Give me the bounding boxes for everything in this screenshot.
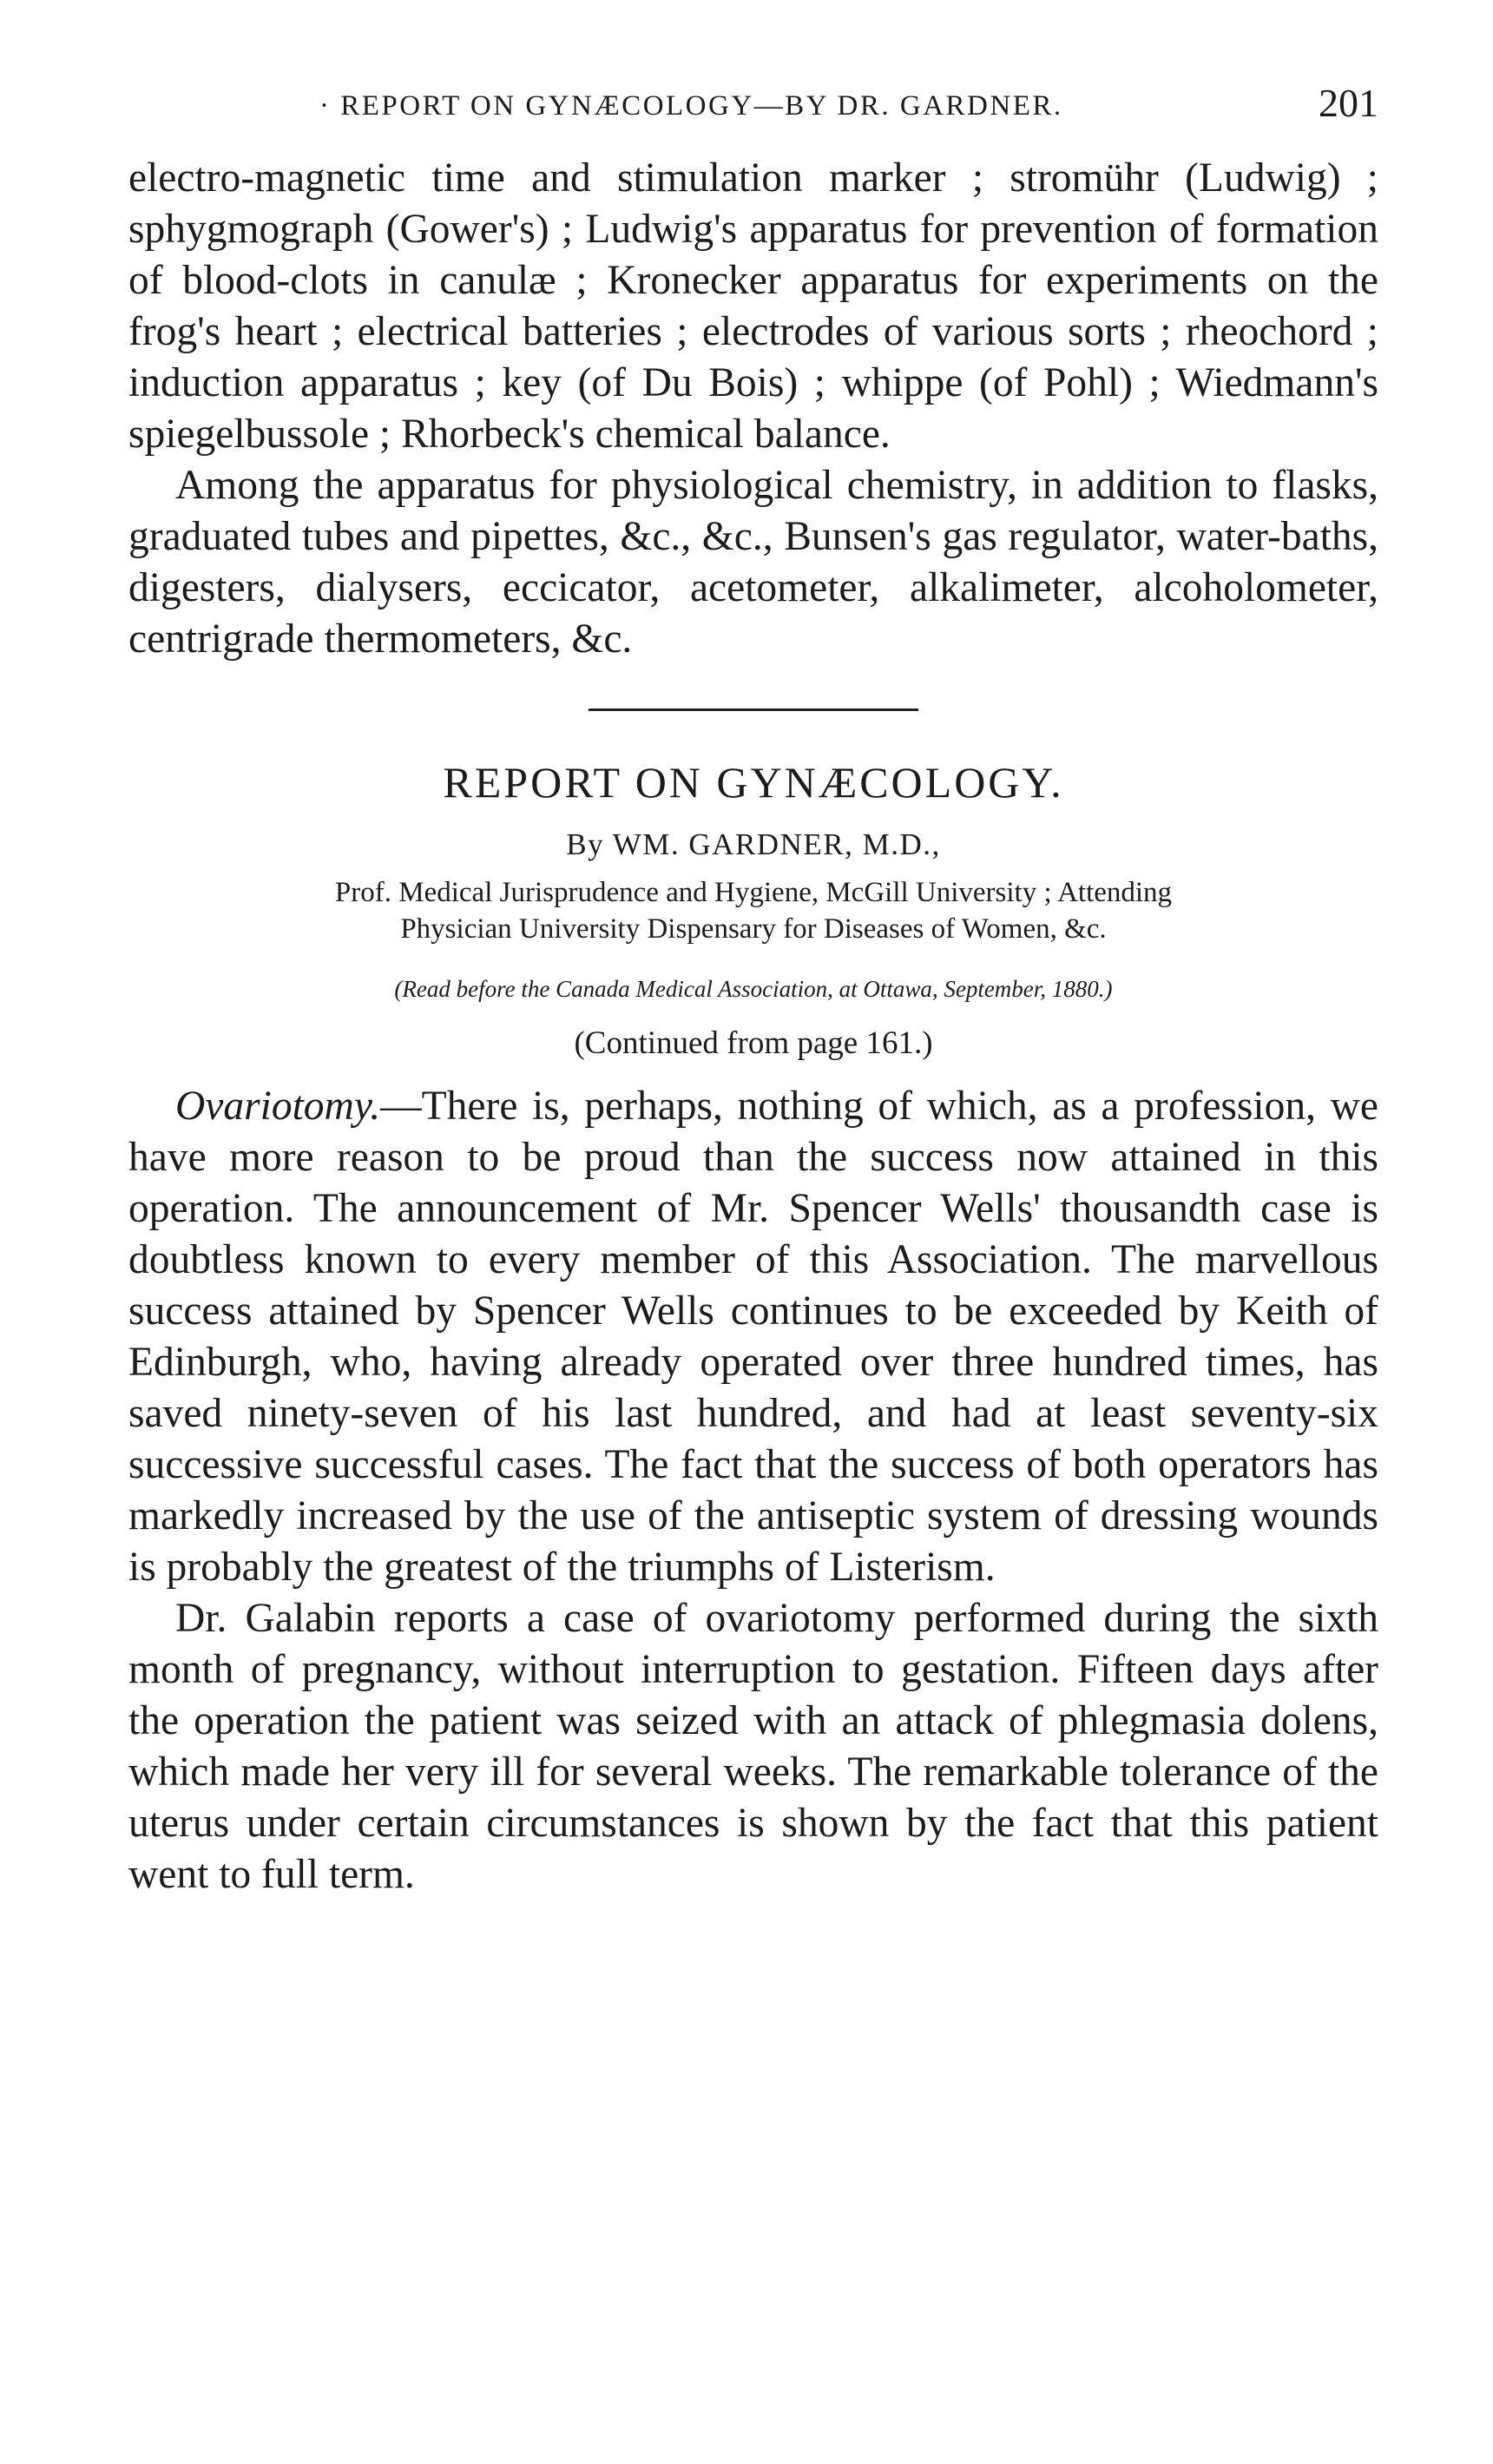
- chemistry-paragraph: Among the apparatus for physiological chemistry, in addition to flasks, graduated tubes and pipettes, &c., &c., Bunsen's gas regulator, water-baths, digesters, dialysers, eccicator, acetometer, alkalimeter, alcoholometer, centrigrade thermometers, &c.: [128, 463, 1378, 662]
- section-lead: Ovariotomy.: [175, 1084, 381, 1129]
- page-number: 201: [1319, 81, 1378, 125]
- affiliation-line-1: Prof. Medical Jurisprudence and Hygiene, McGill University ; Attending: [334, 877, 1173, 908]
- running-title: · REPORT ON GYNÆCOLOGY—BY DR. GARDNER.: [319, 90, 1063, 122]
- running-header: [128, 83, 1378, 135]
- section-divider: [589, 708, 918, 711]
- read-before-note: (Read before the Canada Medical Association, at Ottawa, September, 1880.): [394, 976, 1113, 1002]
- author-byline: By WM. GARDNER, M.D.,: [566, 827, 941, 861]
- ovariotomy-paragraph: [128, 1081, 1378, 1593]
- continuation-paragraph: electro-magnetic time and stimulation marker ; stromühr (Ludwig) ; sphygmograph (Gower's) ; Ludwig's apparatus for prevention of formation of blood-clots in canulæ ; Kronecker apparatus for experiments on the frog's heart ; electrical batteries ; electrodes of various sorts ; rheochord ; induction apparatus ; key (of Du Bois) ; whippe (of Pohl) ; Wiedmann's spiegelbussole ; Rhorbeck's chemical balance.: [128, 155, 1378, 457]
- ovariotomy-text: —There is, perhaps, nothing of which, as a profession, we have more reason to be proud than the success now attained in this operation. The announcement of Mr. Spencer Wells' thousandth case is doubtless known to every member of this Association. The marvellous success attained by Spencer Wells continues to be exceeded by Keith of Edinburgh, who, having already operated over three hundred times, has saved ninety-seven of his last hundred, and had at least seventy-six successive successful cases. The fact that the success of both operators has markedly increased by the use of the antiseptic system of dressing wounds is probably the greatest of the triumphs of Listerism.: [128, 1084, 1378, 1590]
- affiliation-line-2: Physician University Dispensary for Diseases of Women, &c.: [400, 913, 1107, 945]
- galabin-paragraph: Dr. Galabin reports a case of ovariotomy performed during the sixth month of pregnancy, without interruption to gestation. Fifteen days after the operation the patient was seized with an attack of phlegmasia dolens, which made her very ill for several weeks. The remarkable tolerance of the uterus under certain circumstances is shown by the fact that this patient went to full term.: [128, 1596, 1378, 1897]
- author-affiliation: [128, 874, 1378, 947]
- book-page: [128, 83, 1378, 1901]
- article-title: REPORT ON GYNÆCOLOGY.: [443, 758, 1064, 807]
- continued-note: (Continued from page 161.): [574, 1025, 933, 1061]
